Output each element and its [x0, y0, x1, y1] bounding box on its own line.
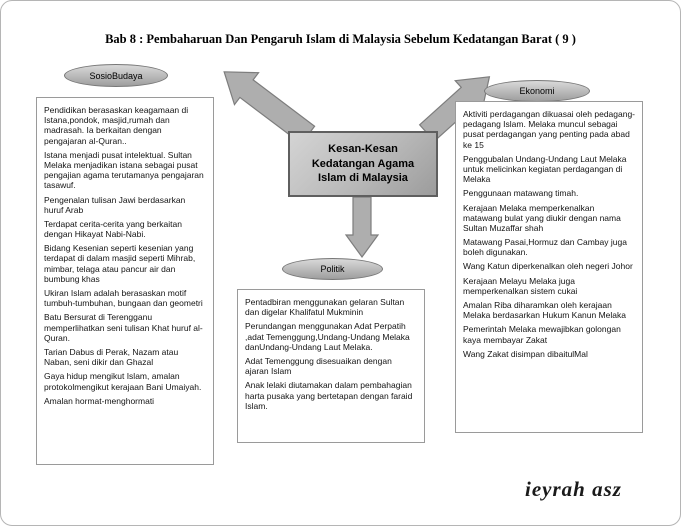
node-sosiobudaya-label: SosioBudaya [89, 70, 143, 81]
central-topic-line: Kesan-Kesan [328, 142, 398, 155]
author-signature: ieyrah asz [525, 477, 622, 501]
sosiobudaya-item: Amalan hormat-menghormati [44, 395, 155, 406]
sosiobudaya-item: Batu Bersurat di Terengganu memperlihatkan seni tulisan Khat huruf al-Quran. [44, 312, 203, 343]
ekonomi-item: Aktiviti perdagangan dikuasai oleh pedagang-pedagang Islam. Melaka muncul sebagai pusat perdagangan yang penting pada abad ke 15 [463, 109, 636, 150]
ekonomi-item: Penggubalan Undang-Undang Laut Melaka untuk melicinkan kegiatan perdagangan di Melaka [463, 153, 627, 185]
politik-item: Pentadbiran menggunakan gelaran Sultan dan digelar Khalifatul Mukminin [245, 297, 405, 318]
central-topic-box [288, 131, 438, 197]
ekonomi-item: Kerajaan Melayu Melaka juga memperkenalkan sistem cukai [463, 275, 578, 296]
slide-title: Bab 8 : Pembaharuan Dan Pengaruh Islam di Malaysia Sebelum Kedatangan Barat ( 9 ) [105, 32, 576, 46]
ekonomi-item: Wang Katun diperkenalkan oleh negeri Johor [463, 261, 633, 272]
sosiobudaya-content-box [36, 97, 214, 465]
node-politik [282, 258, 383, 280]
sosiobudaya-item: Tarian Dabus di Perak, Nazam atau Naban, seni dikir dan Ghazal [44, 346, 179, 368]
central-topic-line: Islam di Malaysia [318, 172, 408, 185]
ekonomi-item: Kerajaan Melaka memperkenalkan matawang bulat yang diukir dengan nama Sultan Muzaffar shah [463, 202, 621, 233]
politik-content-box [237, 289, 425, 443]
node-politik-label: Politik [320, 264, 345, 274]
node-ekonomi [484, 80, 590, 102]
sosiobudaya-item: Bidang Kesenian seperti kesenian yang terdapat di dalam masjid seperti Mihrab, mimbar, telaga atau pancur air dan bumbung khas [44, 243, 196, 284]
central-topic-line: Kedatangan Agama [311, 157, 415, 170]
politik-item: Anak lelaki diutamakan dalam pembahagian harta pusaka yang bertetapan dengan faraid Islam. [245, 380, 413, 411]
arrow-to-politik-icon [346, 197, 378, 257]
sosiobudaya-item: Ukiran Islam adalah berasaskan motif tumbuh-tumbuhan, bungaan dan geometri [44, 288, 203, 309]
arrow-shape [346, 197, 378, 257]
sosiobudaya-item: Terdapat cerita-cerita yang berkaitan dengan Hikayat Nabi-Nabi. [44, 218, 182, 240]
sosiobudaya-item: Gaya hidup mengikut Islam, amalan protokolmengikut kerajaan Bani Umaiyah. [44, 371, 202, 392]
ekonomi-content-box [455, 101, 643, 433]
ekonomi-item: Wang Zakat disimpan dibaitulMal [463, 348, 588, 359]
sosiobudaya-item: Pengenalan tulisan Jawi berdasarkan huruf Arab [44, 194, 186, 215]
ekonomi-item: Pemerintah Melaka mewajibkan golongan kaya membayar Zakat [463, 324, 621, 345]
node-ekonomi-label: Ekonomi [519, 86, 555, 96]
ekonomi-item: Amalan Riba diharamkan oleh kerajaan Melaka berdasarkan Hukum Kanun Melaka [463, 300, 627, 321]
ekonomi-item: Matawang Pasai,Hormuz dan Cambay juga boleh digunakan. [463, 237, 627, 258]
politik-item: Perundangan menggunakan Adat Perpatih ,adat Temenggung,Undang-Undang Melaka danUndang-Undang Laut Melaka. [245, 321, 410, 352]
ekonomi-item: Penggunaan matawang timah. [463, 188, 579, 199]
politik-item: Adat Temenggung disesuaikan dengan ajaran Islam [245, 355, 392, 377]
sosiobudaya-item: Pendidikan berasaskan keagamaan di Istana,pondok, masjid,rumah dan madrasah. Ia berkaitan dengan pengajaran al-Quran.. [44, 105, 189, 146]
sosiobudaya-item: Istana menjadi pusat intelektual. Sultan Melaka menjadikan istana sebagai pusat pengajian agama terutamanya pengajaran tasawuf. [44, 149, 204, 191]
node-sosiobudaya [64, 64, 168, 87]
